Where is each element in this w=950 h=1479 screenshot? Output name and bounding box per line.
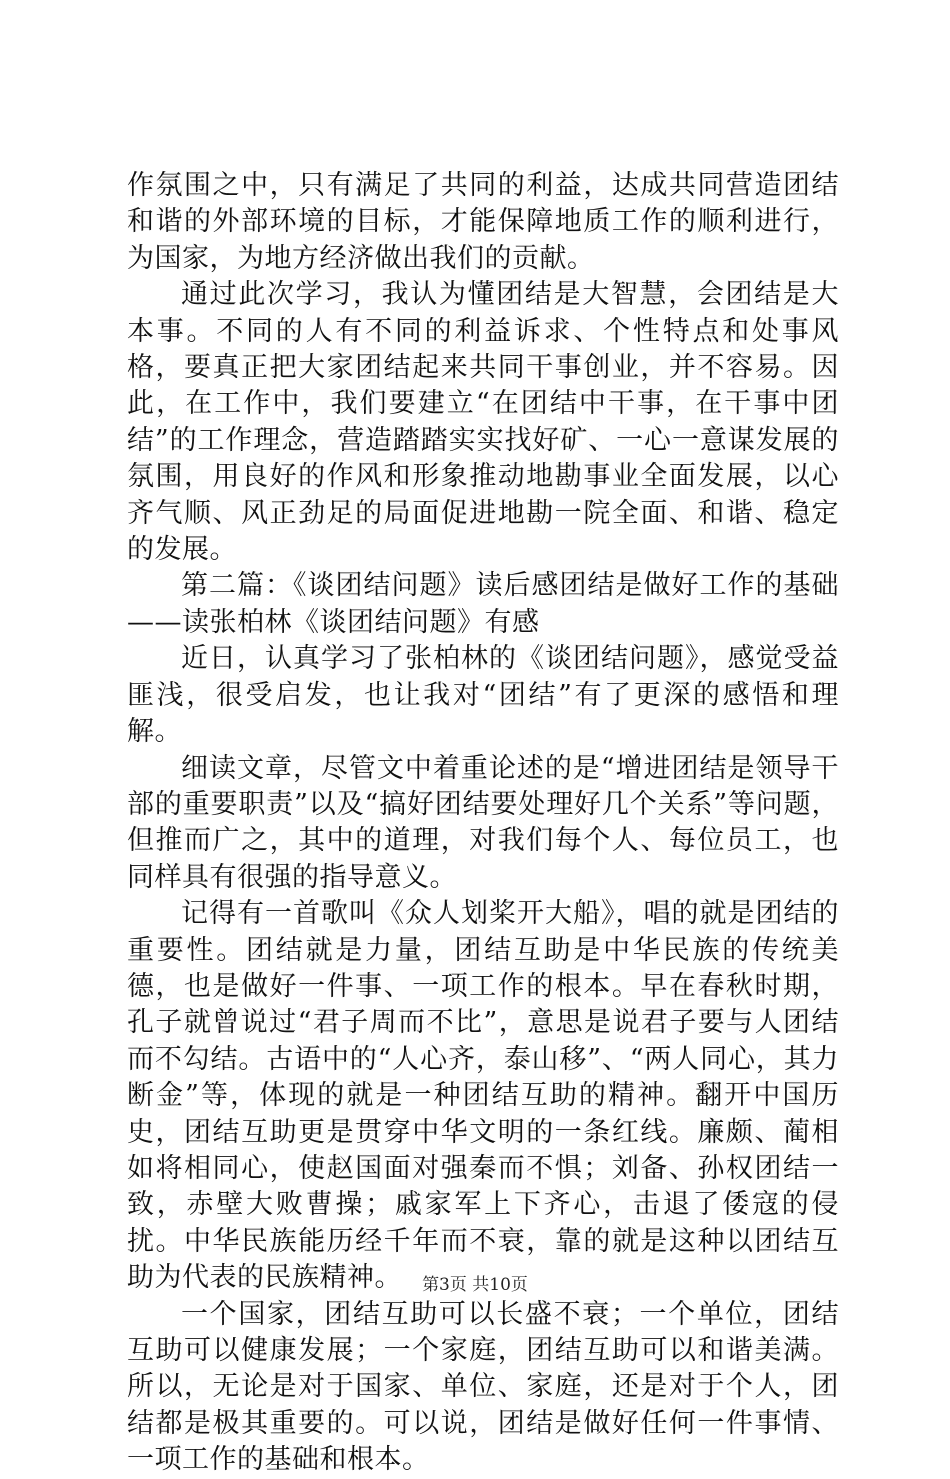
paragraph-4: 近日，认真学习了张柏林的《谈团结问题》，感觉受益匪浅，很受启发，也让我对“团结”有了更深的感悟和理解。 xyxy=(127,643,839,748)
paragraph-6: 记得有一首歌叫《众人划桨开大船》，唱的就是团结的重要性。团结就是力量，团结互助是中华民族的传统美德，也是做好一件事、一项工作的根本。早在春秋时期，孔子就曾说过“君子周而不比”，意思是说君子要与人团结而不勾结。古语中的“人心齐，泰山移”、“两人同心，其力断金”等，体现的就是一种团结互助的精神。翻开中国历史，团结互助更是贯穿中华文明的一条红线。廉颇、蔺相如将相同心，使赵国面对强秦而不惧；刘备、孙权团结一致，赤壁大败曹操；戚家军上下齐心，击退了倭寇的侵扰。中华民族能历经千年而不衰，靠的就是这种以团结互助为代表的民族精神。 xyxy=(127,898,839,1294)
section-heading-paragraph: 第二篇：《谈团结问题》读后感团结是做好工作的基础——读张柏林《谈团结问题》有感 xyxy=(127,570,839,638)
paragraph-7: 一个国家，团结互助可以长盛不衰；一个单位，团结互助可以健康发展；一个家庭，团结互助可以和谐美满。所以，无论是对于国家、单位、家庭，还是对于个人，团结都是极其重要的。可以说，团结是做好任何一件事情、一项工作的基础和根本。 xyxy=(127,1298,839,1476)
paragraph-5: 细读文章，尽管文中着重论述的是“增进团结是领导干部的重要职责”以及“搞好团结要处理好几个关系”等问题，但推而广之，其中的道理，对我们每个人、每位员工，也同样具有很强的指导意义。 xyxy=(127,752,839,893)
paragraph-2: 通过此次学习，我认为懂团结是大智慧，会团结是大本事。不同的人有不同的利益诉求、个性特点和处事风格，要真正把大家团结起来共同干事创业，并不容易。因此，在工作中，我们要建立“在团结中干事，在干事中团结”的工作理念，营造踏踏实实找好矿、一心一意谋发展的氛围，用良好的作风和形象推动地勘事业全面发展，以心齐气顺、风正劲足的局面促进地勘一院全面、和谐、稳定的发展。 xyxy=(127,279,839,566)
page-number-footer: 第3页 共10页 xyxy=(422,1275,528,1295)
paragraph-1: 作氛围之中，只有满足了共同的利益，达成共同营造团结和谐的外部环境的目标，才能保障地质工作的顺利进行，为国家，为地方经济做出我们的贡献。 xyxy=(127,170,839,274)
